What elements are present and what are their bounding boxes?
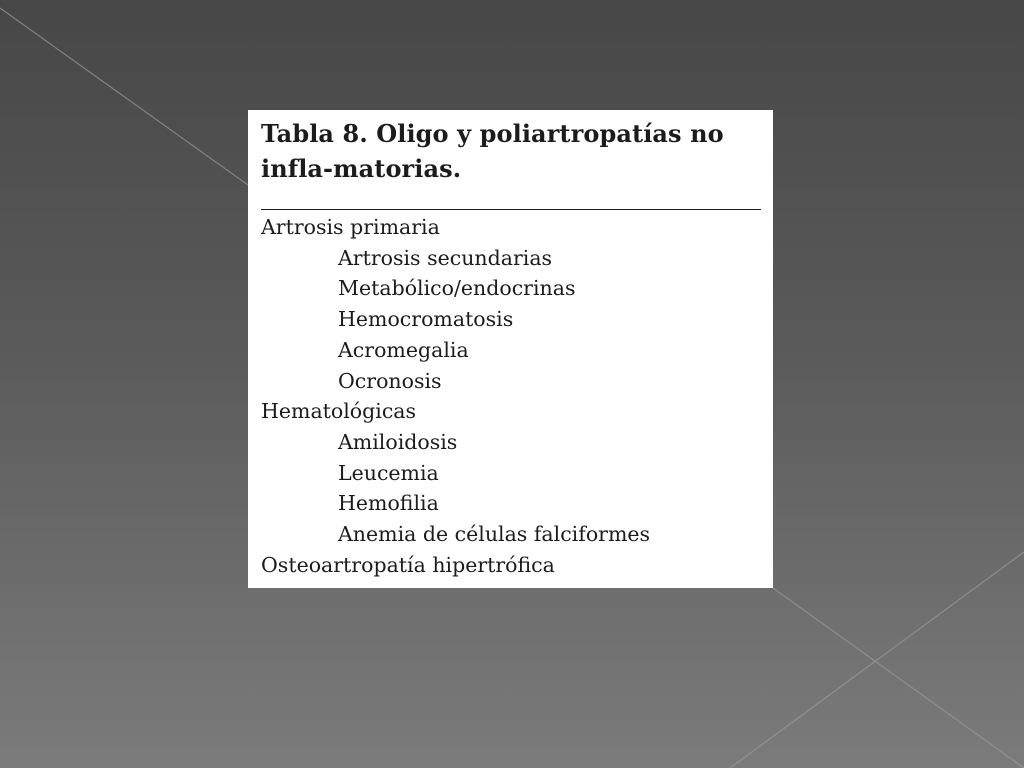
table-title: Tabla 8. Oligo y poliartropatías no infla-matorias. (261, 119, 724, 183)
list-item: Hematológicas (261, 399, 417, 424)
table-image (248, 110, 773, 588)
list-item: Hemofilia (338, 491, 439, 516)
list-item: Acromegalia (338, 337, 469, 362)
table-entries (261, 212, 767, 580)
list-item: Anemia de células falciformes (338, 522, 651, 547)
list-item: Metabólico/endocrinas (338, 276, 576, 301)
title-divider (261, 209, 761, 210)
list-item: Osteoartropatía hipertrófica (261, 552, 555, 577)
list-item: Artrosis secundarias (338, 245, 553, 270)
list-item: Leucemia (338, 460, 439, 485)
list-item: Artrosis primaria (261, 215, 440, 239)
list-item: Hemocromatosis (338, 307, 514, 332)
list-item: Ocronosis (338, 368, 442, 393)
list-item: Amiloidosis (338, 429, 458, 454)
